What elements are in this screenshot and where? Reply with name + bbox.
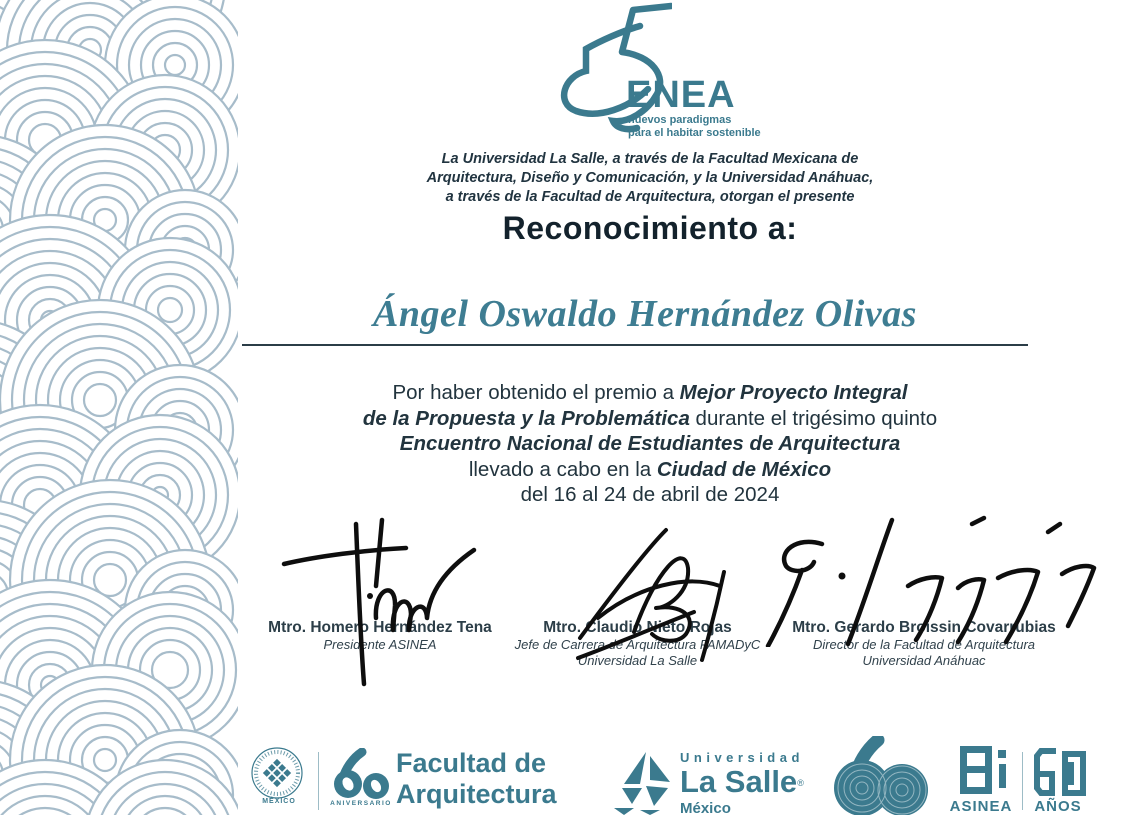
award-line2 <box>240 406 1060 432</box>
signatory-org: Universidad Anáhuac <box>862 653 986 668</box>
registered-mark: ® <box>797 778 804 788</box>
award-description <box>240 380 1060 508</box>
lasalle-name-text: La Salle <box>680 764 798 799</box>
certificate-title: Reconocimiento a: <box>502 210 798 246</box>
enea-logo-tagline <box>628 114 761 140</box>
signatory-role: Presidente ASINEA <box>323 637 437 652</box>
facultad-line1: Facultad de <box>396 748 547 778</box>
enea-logo-acronym: ENEA <box>626 74 736 116</box>
lasalle-mexico-label: México <box>680 800 731 815</box>
lasalle-star-logo-mark <box>612 752 676 815</box>
footer-divider-2 <box>1022 752 1023 810</box>
recipient-underline <box>242 344 1028 346</box>
award-line3-bold: Encuentro Nacional de Estudiantes de Arquitectura <box>399 432 901 455</box>
issuing-statement-line3: a través de la Facultad de Arquitectura, otorgan el presente <box>445 189 855 205</box>
award-line2-regular: durante el trigésimo quinto <box>689 406 938 430</box>
signatory-role: Jefe de Carrera de Arquitectura FAMADyC <box>514 637 761 652</box>
aniversario-label: ANIVERSARIO <box>330 800 392 807</box>
signatory-org: Universidad La Salle <box>577 653 698 668</box>
tagline-line2: para el habitar sostenible <box>628 127 761 139</box>
issuing-statement <box>240 150 1060 207</box>
signatory-name: Mtro. Gerardo Broissin Covarrubias <box>792 619 1056 636</box>
award-line2-bold: de la Propuesta y la Problemática <box>362 406 690 430</box>
asinea-label: ASINEA <box>949 798 1013 815</box>
award-line4-regular: llevado a cabo en la <box>468 457 657 481</box>
award-line3 <box>240 431 1060 457</box>
signatory-block-2 <box>500 618 775 669</box>
footer-divider-1 <box>318 752 319 810</box>
facultad-arquitectura-wordmark <box>396 748 557 810</box>
issuing-statement-line1: La Universidad La Salle, a través de la Facultad Mexicana de <box>441 151 859 167</box>
anahuac-country-label: MÉXICO <box>262 798 296 805</box>
signatory-block-1 <box>250 618 510 653</box>
recipient-name: Ángel Oswaldo Hernández Olivas <box>373 293 917 335</box>
signature-homero-hernandez <box>278 512 478 692</box>
lasalle-universidad-label: Universidad <box>680 750 804 765</box>
award-line4 <box>240 457 1060 483</box>
issuing-statement-line2: Arquitectura, Diseño y Comunicación, y la Universidad Anáhuac, <box>426 170 874 186</box>
signatory-name: Mtro. Claudio Nieto Rojas <box>543 619 732 636</box>
anahuac-seal-logo <box>248 746 310 802</box>
award-line1-regular: Por haber obtenido el premio a <box>392 381 680 404</box>
60-textured-logo <box>832 736 932 815</box>
tagline-line1: nuevos paradigmas <box>628 114 732 126</box>
award-line4-bold: Ciudad de México <box>656 457 832 481</box>
lasalle-name-label <box>680 765 804 800</box>
facultad-line2: Arquitectura <box>396 779 557 809</box>
signatory-role: Director de la Facultad de Arquitectura <box>812 637 1036 652</box>
wave-pattern-decoration <box>0 0 238 815</box>
award-line5: del 16 al 24 de abril de 2024 <box>520 483 780 506</box>
award-line1 <box>240 380 1060 406</box>
lasalle-wordmark <box>680 750 804 815</box>
anos-label: AÑOS <box>1034 798 1082 815</box>
60-anos-logo <box>1032 748 1088 796</box>
signatory-name: Mtro. Homero Hernández Tena <box>268 619 492 636</box>
signatory-block-3 <box>768 618 1080 669</box>
60-aniversario-logo <box>328 748 394 800</box>
award-line1-bold: Mejor Proyecto Integral <box>679 381 908 404</box>
asinea-logo-glyph <box>954 744 1012 796</box>
